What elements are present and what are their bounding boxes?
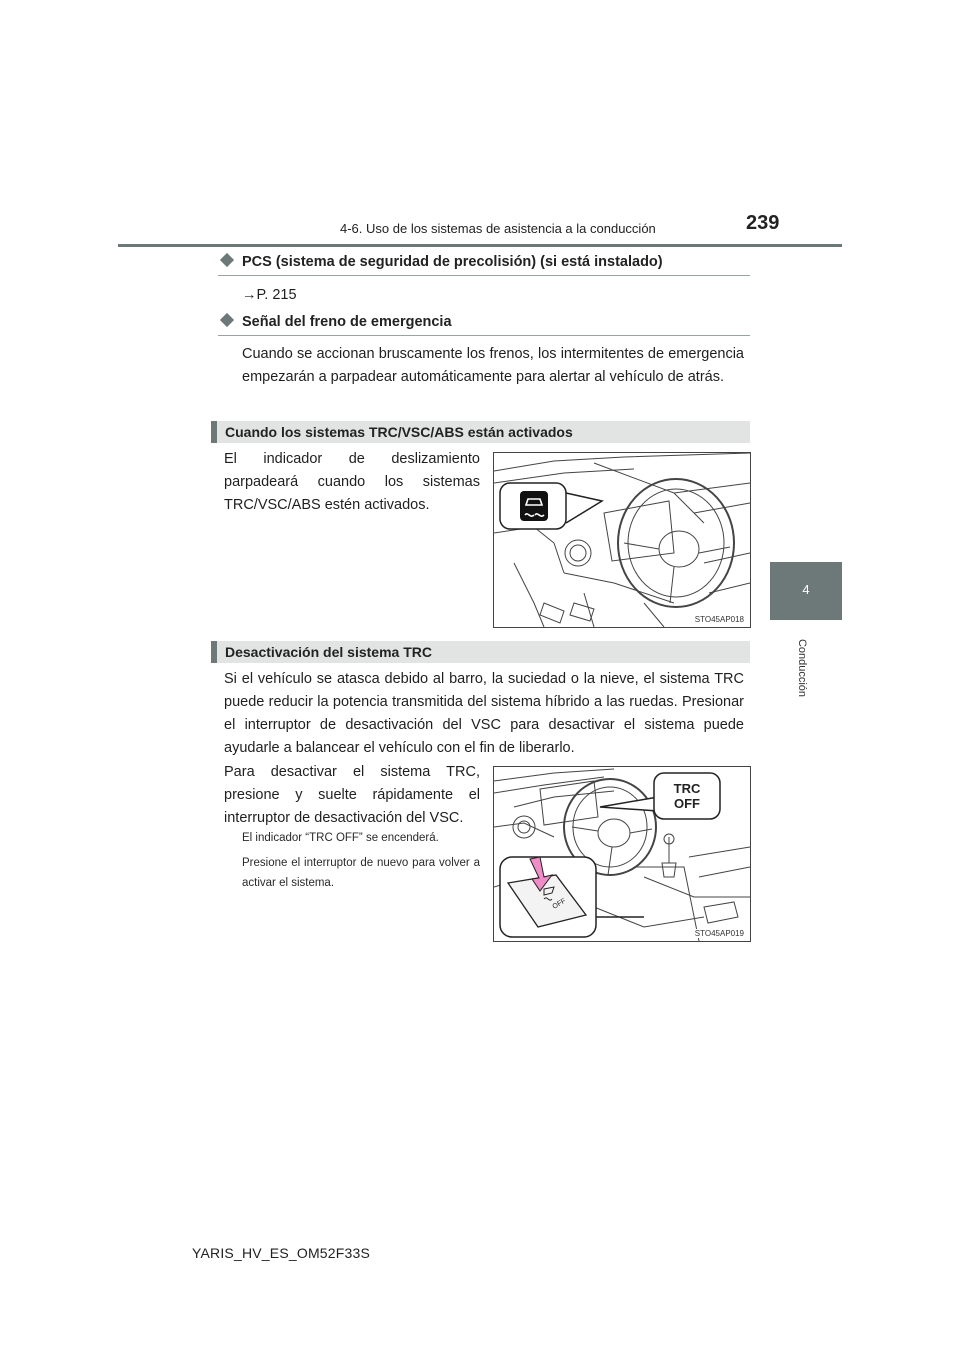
vsc-off-switch-figure [493,766,751,942]
switch-off-label: OFF [551,897,568,911]
header-section-title: 4-6. Uso de los sistemas de asistencia a la conducción [340,221,656,236]
trc-off-indicator-line2: OFF [674,796,700,811]
slip-indicator-icon [520,491,548,521]
trc-active-text: El indicador de deslizamiento parpadeará cuando los sistemas TRC/VSC/ABS estén activados. [224,451,480,513]
chapter-name: Conducción [796,638,808,698]
section-bar-accent [211,641,217,663]
emergency-brake-heading-rule [218,335,750,336]
section-bar-trc-active [211,421,750,443]
chapter-label [794,630,810,710]
slip-indicator-figure [493,452,751,628]
trc-off-note-reactivate: Presione el interruptor de nuevo para volver a activar el sistema. [242,857,480,889]
figure-code: STO45AP019 [694,929,744,938]
header-rule [118,244,842,247]
emergency-brake-heading-text: Señal del freno de emergencia [242,314,452,330]
trc-off-indicator-line1: TRC [673,781,701,796]
emergency-brake-text: Cuando se accionan bruscamente los frenos, los intermitentes de emergencia empezarán a parpadear automáticamente para alertar al vehículo de atrás. [242,346,744,385]
pcs-heading [218,254,750,270]
pcs-heading-rule [218,275,750,276]
chapter-number: 4 [802,582,810,597]
console-illustration [494,767,750,941]
figure-code: STO45AP018 [694,615,744,624]
footer-document-code: YARIS_HV_ES_OM52F33S [192,1245,371,1261]
emergency-brake-heading [218,314,750,330]
trc-off-note-indicator: El indicador “TRC OFF” se encenderá. [242,832,439,844]
dashboard-illustration [494,453,750,627]
chapter-tab [770,562,842,620]
diamond-bullet-icon [220,313,234,327]
section-bar-accent [211,421,217,443]
section-title: Desactivación del sistema TRC [225,644,432,660]
trc-off-instructions: Para desactivar el sistema TRC, presione y suelte rápidamente el interruptor de desactivación del VSC. [224,764,480,826]
pcs-heading-text: PCS (sistema de seguridad de precolisión) (si está instalado) [242,254,663,270]
trc-off-text: Si el vehículo se atasca debido al barro, la suciedad o la nieve, el sistema TRC puede reducir la potencia transmitida del sistema híbrido a las ruedas. Presionar el interruptor de desactivación del VSC para desactivar el sistema puede ayudarle a balancear el vehículo con el fin de liberarlo. [224,671,744,756]
section-bar-trc-off [211,641,750,663]
page-number: 239 [746,212,780,234]
pcs-page-reference: →P. 215 [242,287,297,303]
diamond-bullet-icon [220,253,234,267]
section-title: Cuando los sistemas TRC/VSC/ABS están activados [225,424,573,440]
